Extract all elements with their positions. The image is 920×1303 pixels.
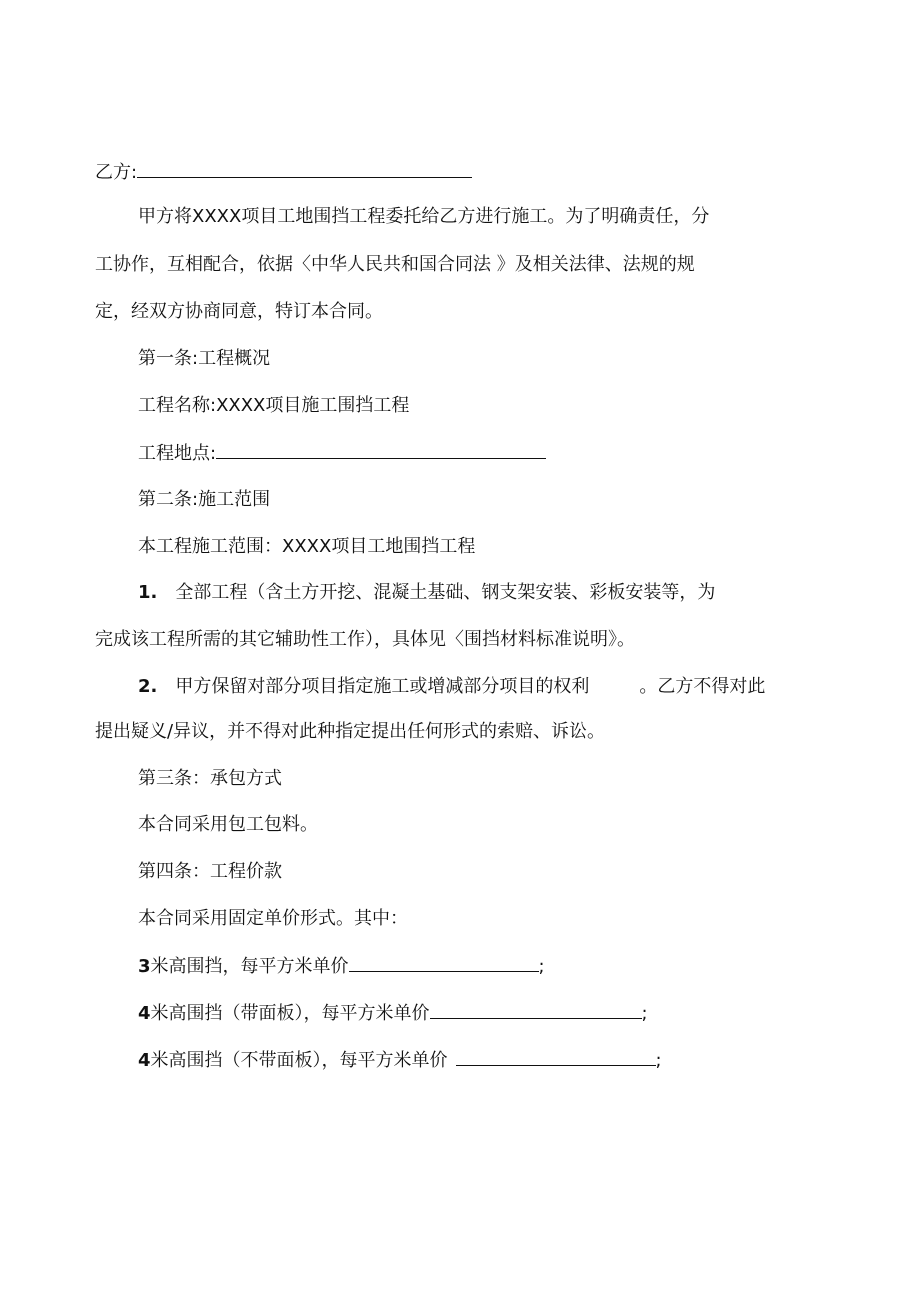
price-line-2-label: 米高围挡（带面板），每平方米单价: [150, 1003, 430, 1024]
article2-heading: 第二条:施工范围: [138, 489, 271, 510]
scope-item-2-text-b: 。乙方不得对此: [639, 676, 766, 697]
price-line-2: [138, 1001, 648, 1026]
price-line-2-terminator: ;: [641, 1003, 648, 1024]
scope-item-1-number: 1.: [138, 582, 158, 603]
pricing-intro: 本合同采用固定单价形式。其中：: [138, 908, 408, 929]
preamble-line-3: 定，经双方协商同意，特订本合同。: [95, 301, 383, 322]
price-line-3-label: 米高围挡（不带面板），每平方米单价: [150, 1050, 448, 1071]
price-line-1-blank: [349, 954, 539, 972]
project-location-label: 工程地点:: [138, 443, 217, 464]
scope-item-2-text-a: 甲方保留对部分项目指定施工或增减部分项目的权利: [175, 676, 590, 697]
price-line-2-height: 4: [138, 1003, 151, 1024]
price-line-3: [138, 1048, 662, 1073]
price-line-3-height: 4: [138, 1050, 151, 1071]
article3-heading: 第三条：承包方式: [138, 768, 282, 789]
scope-item-2-line-1: [138, 675, 765, 699]
construction-scope: 本工程施工范围：XXXX项目工地围挡工程: [138, 536, 476, 557]
article4-heading: 第四条：工程价款: [138, 861, 282, 882]
preamble-line-1: 甲方将XXXX项目工地围挡工程委托给乙方进行施工。为了明确责任，分: [138, 206, 710, 227]
price-line-1-label: 米高围挡，每平方米单价: [150, 956, 349, 977]
project-location-line: [138, 441, 546, 466]
party-b-blank: [137, 160, 472, 178]
project-name: 工程名称:XXXX项目施工围挡工程: [138, 395, 410, 416]
price-line-1: [138, 954, 545, 979]
scope-item-2-number: 2.: [138, 676, 158, 697]
price-line-1-terminator: ;: [538, 956, 545, 977]
party-b-line: [95, 160, 472, 185]
party-b-label: 乙方:: [95, 162, 138, 183]
price-line-2-blank: [430, 1001, 642, 1019]
scope-item-2-line-2: 提出疑义/异议，并不得对此种指定提出任何形式的索赔、诉讼。: [95, 721, 606, 742]
price-line-3-terminator: ;: [655, 1050, 662, 1071]
scope-item-1-text: 全部工程（含土方开挖、混凝土基础、钢支架安装、彩板安装等，为: [175, 582, 716, 603]
article1-heading: 第一条:工程概况: [138, 348, 271, 369]
price-line-1-height: 3: [138, 956, 151, 977]
project-location-blank: [216, 441, 546, 459]
preamble-line-2: 工协作，互相配合，依据〈中华人民共和国合同法 》及相关法律、法规的规: [95, 254, 695, 275]
scope-item-1-line-1: [138, 581, 715, 605]
price-line-3-blank: [456, 1048, 656, 1066]
scope-item-1-line-2: 完成该工程所需的其它辅助性工作），具体见〈围挡材料标准说明》。: [95, 629, 635, 650]
contract-method: 本合同采用包工包料。: [138, 814, 318, 835]
